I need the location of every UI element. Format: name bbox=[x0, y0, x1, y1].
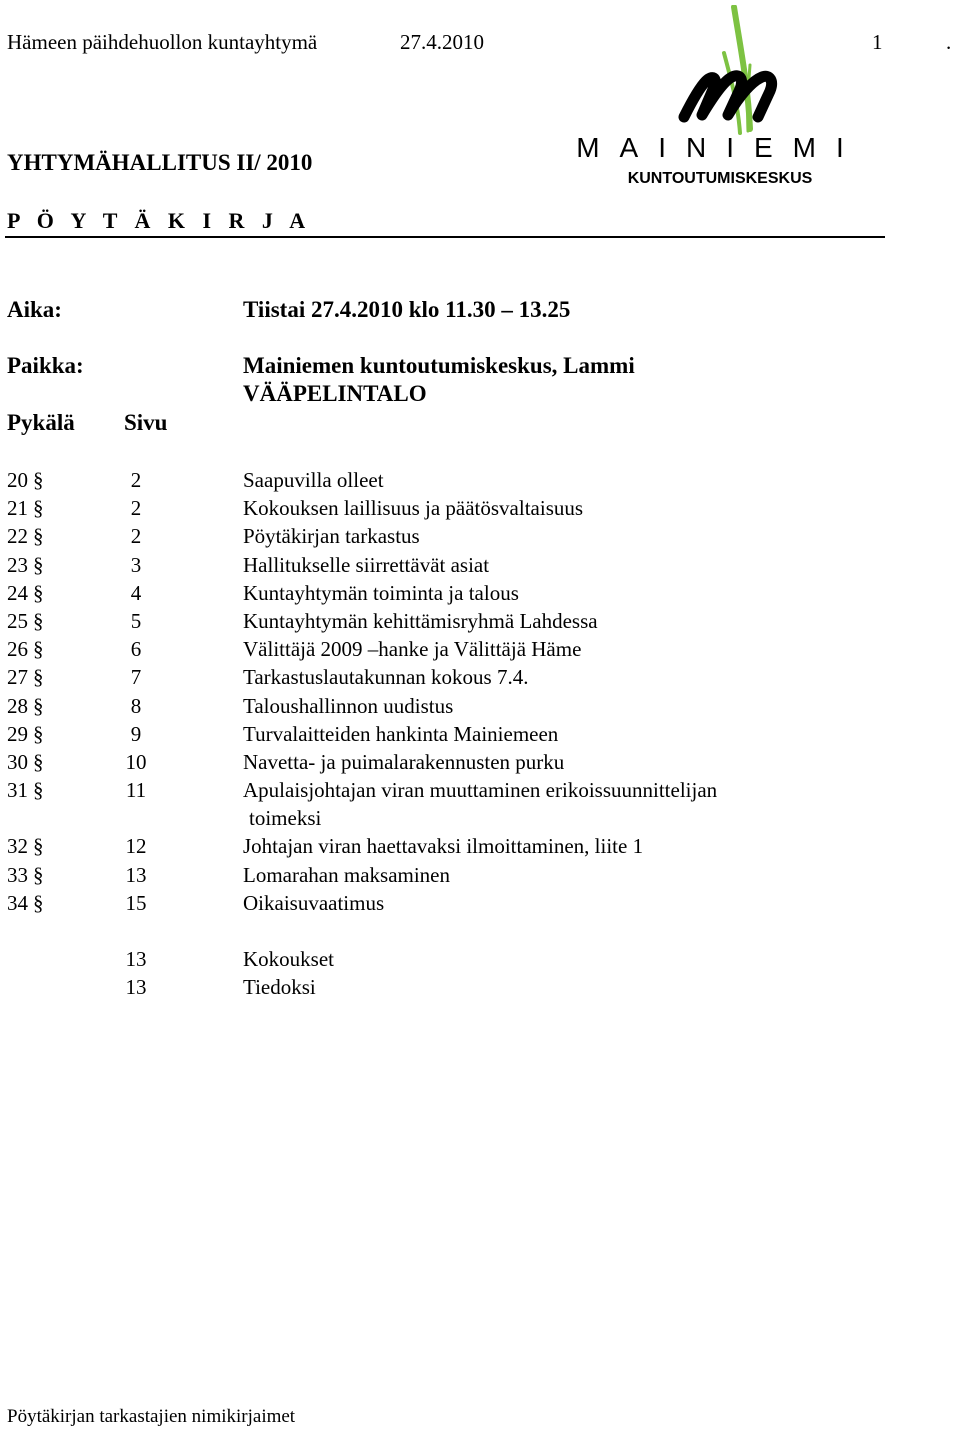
page-ref: 2 bbox=[130, 468, 142, 492]
agenda-title: Turvalaitteiden hankinta Mainiemeen bbox=[243, 721, 559, 746]
extra-item bbox=[0, 945, 960, 973]
section-symbol: § bbox=[33, 721, 44, 746]
agenda-item bbox=[0, 494, 960, 522]
page-ref: 10 bbox=[125, 749, 147, 774]
mainiemi-logo bbox=[572, 5, 868, 187]
agenda-title: Kuntayhtymän kehittämisryhmä Lahdessa bbox=[243, 608, 598, 633]
extra-title: Tiedoksi bbox=[243, 975, 316, 1000]
header-organization: Hämeen päihdehuollon kuntayhtymä bbox=[7, 30, 318, 54]
column-header-page: Sivu bbox=[124, 410, 168, 435]
section-number: 27 bbox=[7, 665, 28, 690]
logo-m-script bbox=[684, 76, 772, 117]
header-date: 27.4.2010 bbox=[400, 30, 484, 54]
section-symbol: § bbox=[33, 496, 44, 521]
agenda-title: Kokouksen laillisuus ja päätösvaltaisuus bbox=[243, 496, 584, 521]
page-ref: 7 bbox=[130, 665, 142, 690]
column-header-section: Pykälä bbox=[7, 410, 75, 435]
section-number: 21 bbox=[7, 496, 28, 521]
section-number: 33 bbox=[7, 862, 28, 887]
agenda-title: Saapuvilla olleet bbox=[243, 468, 384, 492]
section-number: 22 bbox=[7, 524, 28, 549]
section-symbol: § bbox=[33, 608, 44, 633]
agenda-title: Johtajan viran haettavaksi ilmoittaminen, liite 1 bbox=[243, 834, 644, 859]
section-symbol: § bbox=[33, 890, 44, 915]
section-symbol: § bbox=[33, 524, 44, 549]
agenda-item bbox=[0, 551, 960, 579]
agenda-title: Välittäjä 2009 –hanke ja Välittäjä Häme bbox=[243, 637, 582, 662]
section-number: 32 bbox=[7, 834, 28, 859]
place-label: Paikka: bbox=[7, 353, 84, 378]
agenda-title bbox=[243, 776, 843, 832]
page-ref: 4 bbox=[130, 580, 142, 605]
section-symbol: § bbox=[33, 637, 44, 662]
section-number: 26 bbox=[7, 637, 28, 662]
document-title: P Ö Y T Ä K I R J A bbox=[7, 208, 312, 233]
section-symbol: § bbox=[33, 552, 44, 577]
page-ref: 2 bbox=[130, 496, 142, 521]
agenda-title: Oikaisuvaatimus bbox=[243, 890, 385, 915]
agenda-title-line2: toimeksi bbox=[249, 806, 322, 831]
agenda-list bbox=[0, 466, 960, 917]
section-symbol: § bbox=[33, 834, 44, 859]
place-value: Mainiemen kuntoutumiskeskus, Lammi bbox=[243, 353, 635, 378]
section-number: 34 bbox=[7, 890, 28, 915]
section-symbol: § bbox=[33, 665, 44, 690]
page-ref: 13 bbox=[125, 862, 147, 887]
agenda-item bbox=[0, 663, 960, 691]
header-dot: . bbox=[946, 30, 952, 54]
agenda-item bbox=[0, 692, 960, 720]
page-ref: 9 bbox=[130, 721, 142, 746]
section-symbol: § bbox=[33, 862, 44, 887]
agenda-title: Pöytäkirjan tarkastus bbox=[243, 524, 420, 549]
page-ref: 3 bbox=[130, 552, 142, 577]
agenda-item bbox=[0, 889, 960, 917]
agenda-item bbox=[0, 635, 960, 663]
section-number: 29 bbox=[7, 721, 28, 746]
agenda-item bbox=[0, 776, 960, 832]
section-number: 24 bbox=[7, 580, 28, 605]
page-ref: 15 bbox=[125, 890, 147, 915]
time-label: Aika: bbox=[7, 297, 62, 322]
agenda-title: Taloushallinnon uudistus bbox=[243, 693, 454, 718]
section-symbol: § bbox=[33, 468, 44, 492]
agenda-item bbox=[0, 607, 960, 635]
agenda-item bbox=[0, 466, 960, 494]
agenda-item bbox=[0, 522, 960, 550]
section-number: 20 bbox=[7, 468, 28, 492]
agenda-title: Tarkastuslautakunnan kokous 7.4. bbox=[243, 665, 529, 690]
section-symbol: § bbox=[33, 580, 44, 605]
section-number: 31 bbox=[7, 778, 28, 803]
page-ref: 5 bbox=[130, 608, 142, 633]
footer-initials-note: Pöytäkirjan tarkastajien nimikirjaimet bbox=[7, 1406, 296, 1427]
page-ref: 8 bbox=[130, 693, 142, 718]
page-number: 1 bbox=[872, 30, 883, 54]
page-ref: 11 bbox=[125, 778, 147, 803]
time-value: Tiistai 27.4.2010 klo 11.30 – 13.25 bbox=[243, 297, 571, 322]
section-number: 25 bbox=[7, 608, 28, 633]
agenda-title: Hallitukselle siirrettävät asiat bbox=[243, 552, 490, 577]
page-ref: 2 bbox=[130, 524, 142, 549]
page-ref: 6 bbox=[130, 637, 142, 662]
section-number: 28 bbox=[7, 693, 28, 718]
logo-wordmark: MAINIEMI bbox=[576, 132, 864, 163]
agenda-title-line1: Apulaisjohtajan viran muuttaminen erikoissuunnittelijan bbox=[243, 778, 718, 803]
extra-list bbox=[0, 945, 960, 1001]
page-ref: 13 bbox=[125, 975, 147, 1000]
agenda-item bbox=[0, 748, 960, 776]
extra-item bbox=[0, 973, 960, 1001]
page-ref: 13 bbox=[125, 947, 147, 971]
logo-subtitle: KUNTOUTUMISKESKUS bbox=[627, 170, 813, 187]
agenda-title: Lomarahan maksaminen bbox=[243, 862, 451, 887]
board-title: YHTYMÄHALLITUS II/ 2010 bbox=[7, 150, 313, 175]
section-number: 30 bbox=[7, 749, 28, 774]
mainiemi-logo-graphic bbox=[572, 5, 868, 187]
place-building: VÄÄPELINTALO bbox=[243, 381, 427, 406]
section-symbol: § bbox=[33, 693, 44, 718]
section-symbol: § bbox=[33, 749, 44, 774]
title-rule bbox=[5, 236, 885, 238]
agenda-title: Navetta- ja puimalarakennusten purku bbox=[243, 749, 565, 774]
agenda-title: Kuntayhtymän toiminta ja talous bbox=[243, 580, 519, 605]
agenda-item bbox=[0, 861, 960, 889]
section-number: 23 bbox=[7, 552, 28, 577]
agenda-item bbox=[0, 832, 960, 860]
section-symbol: § bbox=[33, 778, 44, 803]
agenda-item bbox=[0, 720, 960, 748]
page-ref: 12 bbox=[125, 834, 147, 859]
extra-title: Kokoukset bbox=[243, 947, 334, 971]
agenda-item bbox=[0, 579, 960, 607]
